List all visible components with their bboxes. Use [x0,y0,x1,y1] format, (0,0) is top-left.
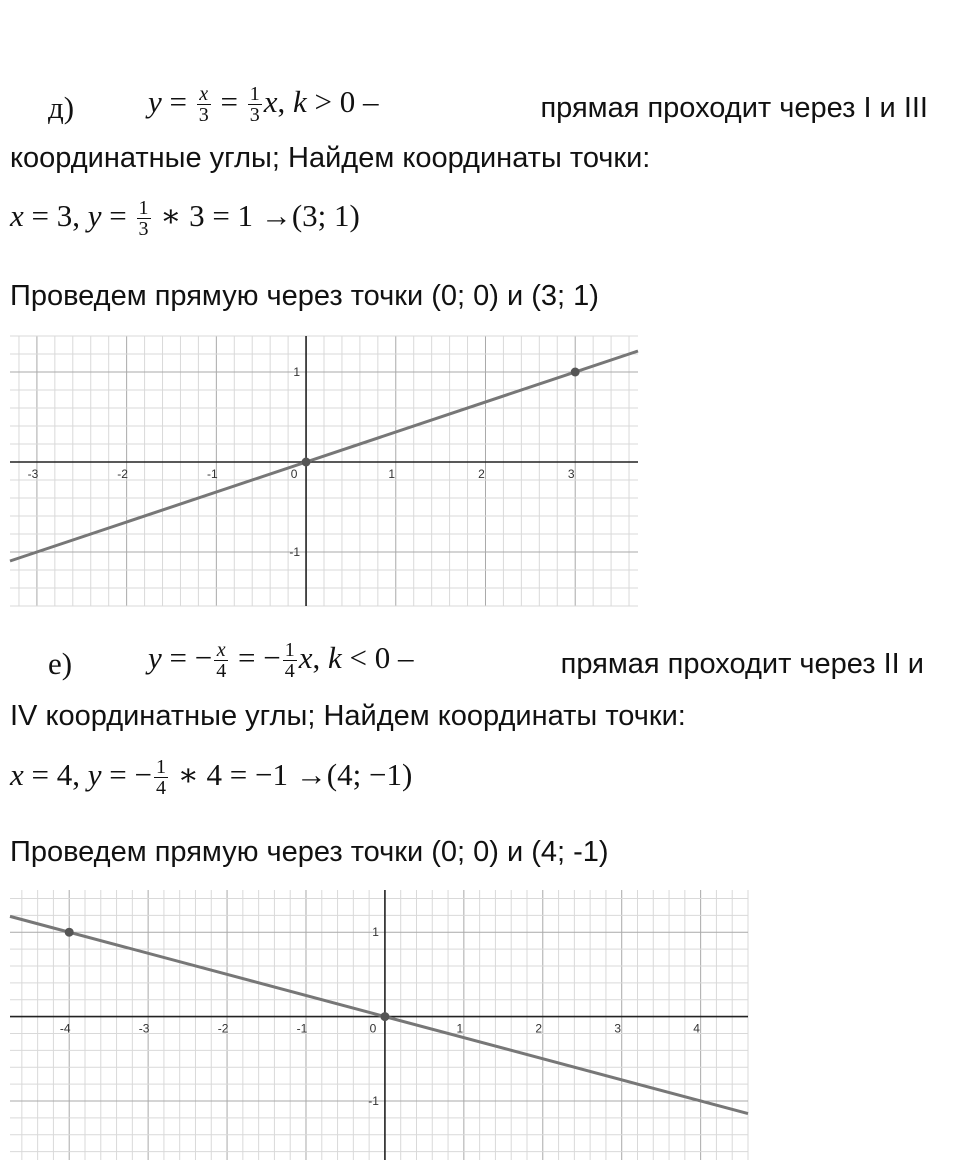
graph-e-x-tick-label: -4 [59,1021,71,1036]
graph-e-x-tick-label: -1 [296,1021,308,1036]
task-d-equation: y = $\frac{x}{3}$ = $\frac{1}{3}$ x, k > 0 – [148,83,379,127]
graph-d-y-tick-label: -1 [289,545,301,559]
graph-d-x-tick-label: 3 [567,467,575,481]
graph-d-x-tick-label: 2 [478,467,485,481]
task-e-proof: Проведем прямую через точки (0; 0) и (4; -1) [10,836,609,868]
graph-e-x-tick-label: 1 [456,1021,464,1036]
graph-d-x-tick-label: -1 [207,467,218,481]
task-e-statement [48,640,928,690]
graph-e-x-tick-label: 0 [369,1021,377,1036]
graph-d [0,328,640,616]
task-d-calculation: x = 3, y = $\frac{1}{3}$ ∗ 3 = 1 →(3; 1) [10,197,360,241]
graph-d-y-tick-label: 1 [293,365,301,379]
task-d-description: прямая проходит через I и III [540,92,928,124]
task-d-proof: Проведем прямую через точки (0; 0) и (3; 1) [10,280,599,312]
task-d-statement [48,84,928,134]
task-e-calculation: x = 4, y = − $\frac{1}{4}$ ∗ 4 = −1 →(4; −1) [10,756,413,800]
graph-d-point [571,368,580,377]
task-e-description: прямая проходит через II и [560,648,924,680]
graph-d-x-tick-label: 0 [290,467,298,481]
graph-e-x-tick-label: 2 [535,1021,543,1036]
graph-e-x-tick-label: 3 [614,1021,622,1036]
graph-d-x-tick-label: 1 [388,467,396,481]
graph-e-y-tick-label: -1 [368,1093,379,1108]
graph-e-x-tick-label: 4 [693,1021,700,1036]
graph-d-x-tick-label: -2 [117,467,128,481]
task-d-line2: координатные углы; Найдем координаты точки: [10,142,651,174]
task-d-letter: д) [48,90,75,125]
task-e-line2: IV координатные углы; Найдем координаты точки: [10,700,686,732]
graph-d-point [302,458,311,467]
graph-e-point [65,928,74,937]
graph-e [0,886,752,1162]
graph-e-point [380,1012,389,1021]
task-e-point: (4; −1) [326,757,413,792]
task-e-letter: е) [48,646,73,681]
task-d-point: (3; 1) [291,198,360,233]
graph-e-y-tick-label: 1 [372,925,379,940]
graph-e-x-tick-label: -3 [138,1021,150,1036]
task-e-equation: y = − $\frac{x}{4}$ = − $\frac{1}{4}$ x, k < 0 – [148,639,414,683]
graph-d-x-tick-label: -3 [27,467,39,481]
graph-e-x-tick-label: -2 [217,1021,229,1036]
